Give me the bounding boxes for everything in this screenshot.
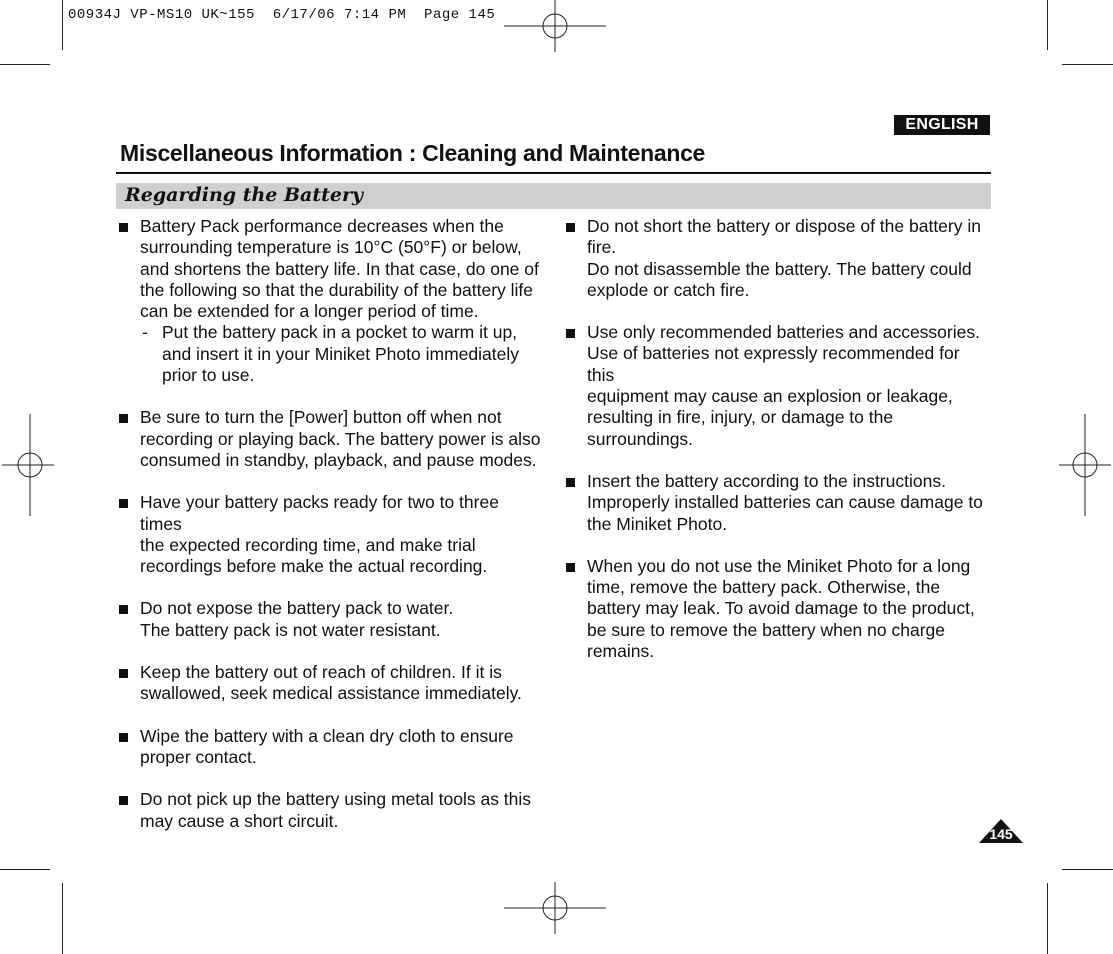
dash-marker: -: [142, 322, 148, 343]
crop-mark-top-right-horizontal: [1062, 64, 1113, 65]
page-number-badge: [978, 818, 1024, 844]
bullet-text-line: recording or playing back. The battery power is also: [140, 428, 541, 449]
square-bullet-icon: [119, 499, 128, 508]
right-bullet-item: [563, 322, 988, 450]
bullet-text-line: Do not disassemble the battery. The battery could: [587, 258, 972, 279]
sub-item: [140, 322, 541, 386]
right-bullet-item: [563, 471, 988, 535]
bullet-text-line: Be sure to turn the [Power] button off when not: [140, 407, 502, 428]
bullet-text-line: Wipe the battery with a clean dry cloth to ensure: [140, 725, 514, 746]
crop-mark-bottom-left-vertical: [62, 883, 63, 954]
left-bullet-item: [116, 598, 541, 641]
bullet-text-line: recordings before make the actual recording.: [140, 556, 488, 577]
bullet-text-line: Do not expose the battery pack to water.: [140, 598, 454, 619]
page-number: 145: [989, 826, 1013, 842]
crop-mark-top-left-vertical: [62, 0, 63, 50]
bullet-text-line: remains.: [587, 641, 655, 662]
bullet-text-line: Have your battery packs ready for two to three times: [140, 492, 499, 534]
square-bullet-icon: [119, 223, 128, 232]
registration-mark-right-icon: [1059, 414, 1111, 516]
left-bullet-item: [116, 492, 541, 577]
square-bullet-icon: [566, 329, 575, 338]
crop-mark-bottom-left-horizontal: [0, 869, 50, 870]
bullet-text-line: Battery Pack performance decreases when the: [140, 216, 504, 236]
bullet-text-line: the following so that the durability of the battery life: [140, 279, 534, 300]
bullet-text-line: battery may leak. To avoid damage to the product,: [587, 598, 975, 619]
bullet-text-line: fire.: [587, 237, 617, 258]
square-bullet-icon: [566, 478, 575, 487]
page-title: Miscellaneous Information : Cleaning and Maintenance: [120, 140, 706, 166]
crop-mark-top-right-vertical: [1047, 0, 1048, 50]
right-bullet-item: [563, 556, 988, 662]
bullet-text-line: equipment may cause an explosion or leakage,: [587, 386, 953, 407]
left-bullet-item: [116, 662, 541, 705]
crop-mark-bottom-right-vertical: [1047, 883, 1048, 954]
sub-item-text-line: and insert it in your Miniket Photo immediately: [162, 343, 519, 364]
square-bullet-icon: [119, 669, 128, 678]
bullet-text-line: Do not short the battery or dispose of the battery in: [587, 216, 981, 236]
bullet-text-line: Keep the battery out of reach of children. If it is: [140, 662, 502, 683]
bullet-text-line: the expected recording time, and make trial: [140, 534, 476, 555]
bullet-text-line: Use only recommended batteries and accessories.: [587, 322, 980, 343]
bullet-text-line: surroundings.: [587, 428, 694, 449]
sub-item-text-line: prior to use.: [162, 365, 255, 386]
square-bullet-icon: [119, 796, 128, 805]
bullet-text-line: Do not pick up the battery using metal tools as this: [140, 789, 532, 810]
bullet-text-line: be sure to remove the battery when no charge: [587, 619, 945, 640]
section-title: Regarding the Battery: [125, 184, 364, 206]
language-tab: ENGLISH: [894, 115, 990, 135]
bullet-text-line: swallowed, seek medical assistance immediately.: [140, 683, 522, 704]
square-bullet-icon: [566, 223, 575, 232]
registration-mark-left-icon: [2, 414, 54, 516]
bullet-text-line: The battery pack is not water resistant.: [140, 619, 441, 640]
square-bullet-icon: [566, 563, 575, 572]
bullet-text-line: may cause a short circuit.: [140, 810, 339, 831]
bullet-text-line: When you do not use the Miniket Photo for a long: [587, 555, 971, 576]
right-bullet-item: [563, 216, 988, 301]
crop-mark-top-left-horizontal: [0, 64, 50, 65]
print-slug: 00934J VP-MS10 UK~155 6/17/06 7:14 PM Page 145: [68, 7, 496, 23]
registration-mark-top-icon: [504, 0, 606, 52]
sub-item-text-line: Put the battery pack in a pocket to warm it up,: [162, 322, 518, 343]
bullet-text-line: Insert the battery according to the instructions.: [587, 470, 946, 491]
left-bullet-item: [116, 726, 541, 769]
bullet-text-line: time, remove the battery pack. Otherwise, the: [587, 577, 941, 598]
bullet-text-line: explode or catch fire.: [587, 279, 750, 300]
bullet-text-line: resulting in fire, injury, or damage to the: [587, 407, 894, 428]
bullet-text-line: surrounding temperature is 10°C (50°F) or below,: [140, 237, 522, 258]
right-column: [563, 216, 988, 683]
square-bullet-icon: [119, 605, 128, 614]
bullet-text-line: Improperly installed batteries can cause damage to: [587, 492, 983, 513]
bullet-text-line: Use of batteries not expressly recommended for this: [587, 343, 960, 385]
left-bullet-item: [116, 407, 541, 471]
bullet-text-line: can be extended for a longer period of time.: [140, 301, 479, 322]
left-bullet-item: [116, 216, 541, 386]
crop-mark-bottom-right-horizontal: [1062, 869, 1113, 870]
left-bullet-item: [116, 789, 541, 832]
registration-mark-bottom-icon: [504, 882, 606, 934]
section-header: [116, 183, 991, 209]
title-divider: [116, 172, 991, 174]
bullet-text-line: proper contact.: [140, 746, 257, 767]
square-bullet-icon: [119, 414, 128, 423]
bullet-text-line: the Miniket Photo.: [587, 513, 728, 534]
bullet-text-line: consumed in standby, playback, and pause modes.: [140, 449, 537, 470]
bullet-text-line: and shortens the battery life. In that case, do one of: [140, 258, 539, 279]
left-column: [116, 216, 541, 853]
square-bullet-icon: [119, 733, 128, 742]
